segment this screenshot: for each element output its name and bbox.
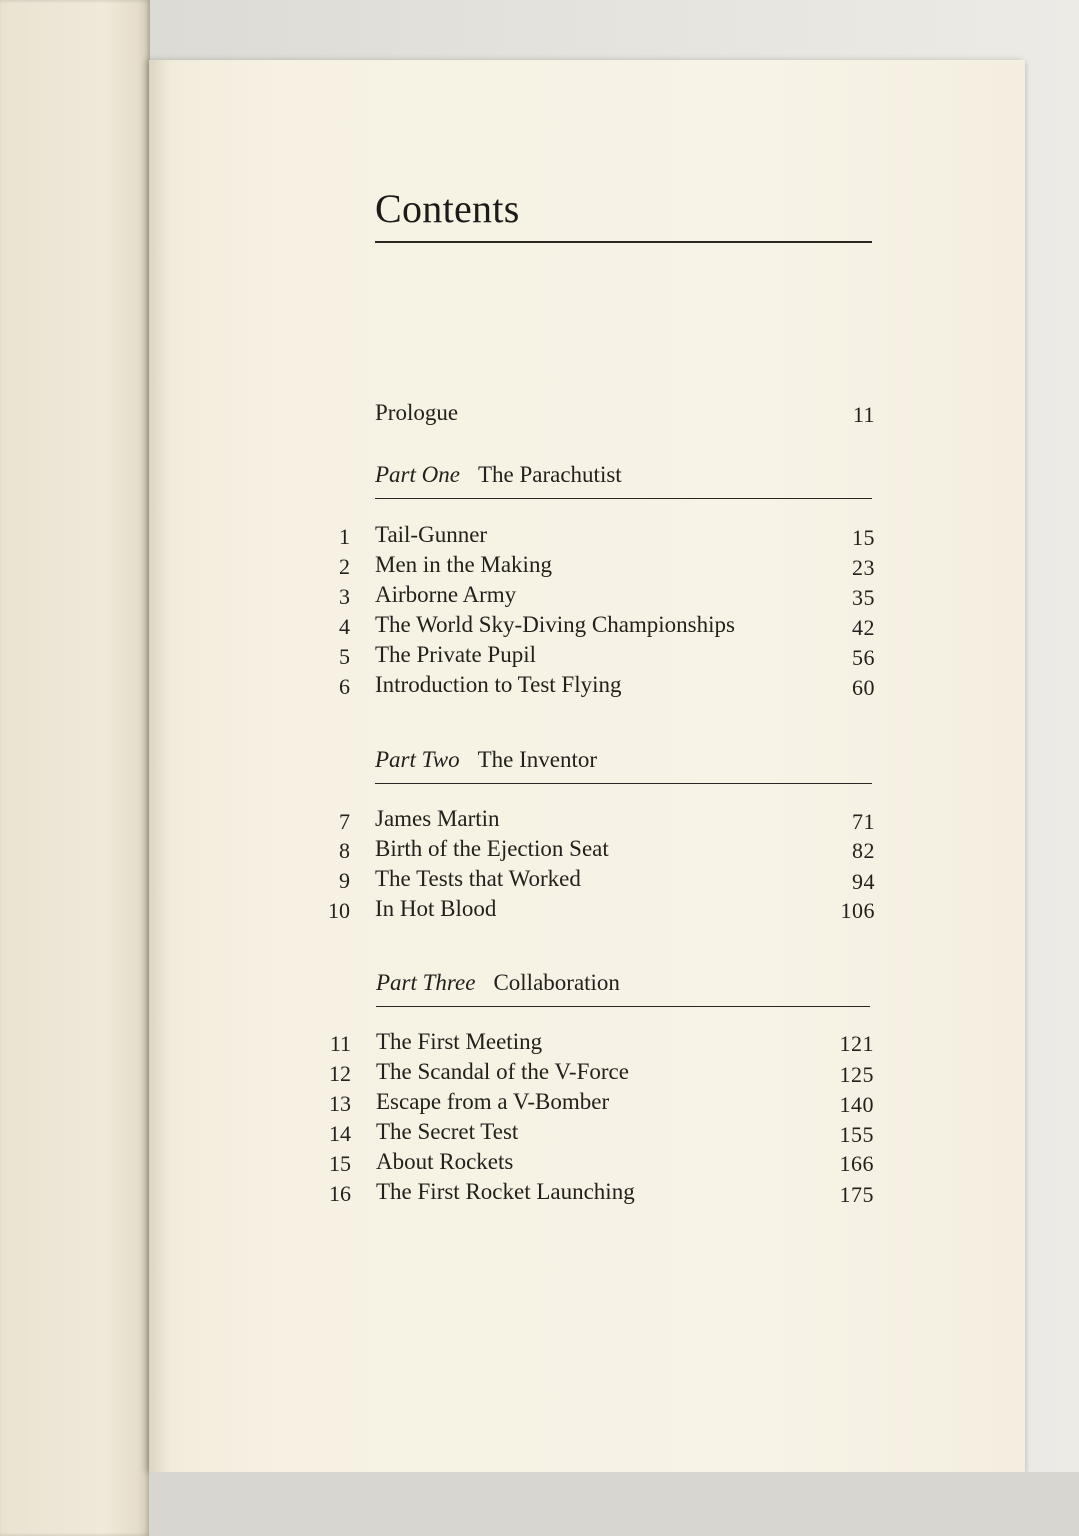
chapter-number: 8 — [339, 838, 350, 863]
part-name: Collaboration — [493, 970, 620, 995]
part-heading — [375, 460, 622, 490]
chapter-number: 5 — [339, 644, 350, 669]
chapter-page: 121 — [839, 1031, 874, 1056]
part-label: Part One — [375, 462, 460, 487]
chapter-page: 155 — [839, 1122, 874, 1147]
chapter-title: Men in the Making — [375, 552, 552, 577]
chapter-title: The Private Pupil — [375, 642, 536, 667]
chapter-title: Birth of the Ejection Seat — [375, 836, 609, 861]
chapter-title: The Scandal of the V-Force — [376, 1059, 629, 1084]
part-rule — [375, 498, 872, 499]
part-label: Part Two — [375, 747, 460, 772]
chapter-page: 140 — [839, 1092, 874, 1117]
page-title: Contents — [375, 186, 520, 231]
chapter-page: 56 — [852, 645, 875, 670]
previous-page-edge — [0, 0, 150, 1536]
chapter-title: The Secret Test — [376, 1119, 519, 1144]
chapter-number: 3 — [339, 584, 350, 609]
chapter-number: 10 — [328, 898, 350, 923]
chapter-number: 6 — [339, 674, 350, 699]
chapter-page: 106 — [840, 898, 875, 923]
chapter-page: 71 — [852, 809, 875, 834]
chapter-title: Airborne Army — [375, 582, 517, 607]
chapter-page: 125 — [839, 1062, 874, 1087]
chapter-number: 9 — [339, 868, 350, 893]
chapter-number: 2 — [339, 554, 350, 579]
spine-shadow — [149, 60, 171, 1472]
chapter-number: 1 — [339, 524, 350, 549]
chapter-number: 4 — [339, 614, 350, 639]
chapter-title: About Rockets — [376, 1149, 514, 1174]
chapter-number: 12 — [329, 1061, 351, 1086]
chapter-number: 14 — [329, 1121, 351, 1146]
prologue-page: 11 — [852, 402, 875, 427]
prologue-label: Prologue — [375, 400, 459, 425]
chapter-title: Tail-Gunner — [375, 522, 488, 547]
chapter-page: 23 — [852, 555, 875, 580]
page-bottom-background — [149, 1472, 1079, 1536]
part-name: The Inventor — [477, 747, 598, 772]
chapter-title: The World Sky-Diving Championships — [375, 612, 735, 637]
chapter-page: 35 — [852, 585, 875, 610]
part-name: The Parachutist — [477, 462, 622, 487]
chapter-number: 11 — [329, 1031, 351, 1056]
part-label: Part Three — [376, 970, 476, 995]
chapter-page: 166 — [839, 1151, 874, 1176]
part-heading — [375, 745, 597, 775]
chapter-title: James Martin — [375, 806, 500, 831]
part-rule — [375, 783, 872, 784]
chapter-page: 42 — [852, 615, 875, 640]
title-rule — [375, 241, 872, 243]
chapter-page: 175 — [839, 1182, 874, 1207]
chapter-number: 7 — [339, 809, 350, 834]
chapter-page: 82 — [852, 838, 875, 863]
chapter-title: Escape from a V-Bomber — [376, 1089, 610, 1114]
chapter-title: In Hot Blood — [375, 896, 497, 921]
chapter-number: 13 — [329, 1091, 351, 1116]
chapter-page: 94 — [852, 869, 875, 894]
part-rule — [376, 1006, 870, 1007]
chapter-title: Introduction to Test Flying — [375, 672, 622, 697]
chapter-page: 60 — [852, 675, 875, 700]
chapter-title: The First Rocket Launching — [376, 1179, 635, 1204]
chapter-page: 15 — [852, 525, 875, 550]
chapter-title: The First Meeting — [376, 1029, 543, 1054]
chapter-number: 15 — [329, 1151, 351, 1176]
part-heading — [376, 968, 620, 998]
chapter-title: The Tests that Worked — [375, 866, 581, 891]
chapter-number: 16 — [329, 1181, 351, 1206]
